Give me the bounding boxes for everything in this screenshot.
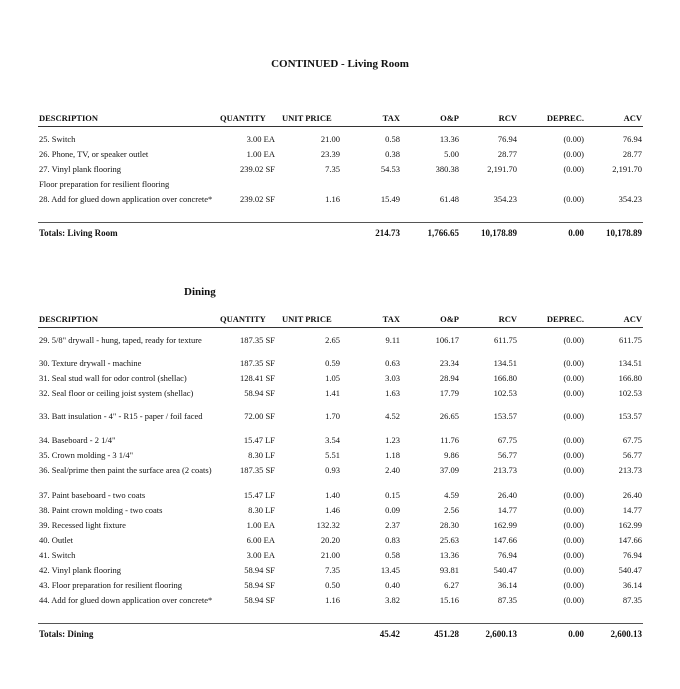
dining-header-rule (38, 327, 643, 328)
row-unit-price: 21.00 (320, 134, 340, 144)
row-tax: 3.82 (385, 595, 400, 605)
row-description: 30. Texture drywall - machine (39, 358, 142, 368)
row-deprec: (0.00) (563, 450, 584, 460)
row-tax: 0.09 (385, 505, 400, 515)
row-description: 43. Floor preparation for resilient flooring (39, 580, 183, 590)
header-rcv: RCV (498, 113, 517, 123)
row-acv: 147.66 (618, 535, 642, 545)
row-deprec: (0.00) (563, 388, 584, 398)
row-op: 4.59 (444, 490, 459, 500)
row-description: 38. Paint crown molding - two coats (39, 505, 163, 515)
row-quantity: 8.30 LF (248, 450, 275, 460)
row-description: 44. Add for glued down application over concrete* (39, 595, 213, 605)
row-deprec: (0.00) (563, 194, 584, 204)
row-unit-price: 1.70 (325, 411, 340, 421)
totals-op: 451.28 (434, 629, 459, 639)
row-deprec: (0.00) (563, 520, 584, 530)
row-op: 93.81 (439, 565, 459, 575)
row-acv: 2,191.70 (612, 164, 642, 174)
row-unit-price: 1.16 (325, 194, 340, 204)
row-deprec: (0.00) (563, 358, 584, 368)
row-op: 6.27 (444, 580, 459, 590)
row-op: 5.00 (444, 149, 459, 159)
header-unit-price: UNIT PRICE (282, 113, 332, 123)
totals-rcv: 10,178.89 (481, 228, 517, 238)
row-tax: 15.49 (380, 194, 400, 204)
row-tax: 9.11 (385, 335, 400, 345)
row-tax: 0.58 (385, 550, 400, 560)
row-acv: 611.75 (618, 335, 642, 345)
row-tax: 2.40 (385, 465, 400, 475)
row-quantity: 8.30 LF (248, 505, 275, 515)
row-description: Floor preparation for resilient flooring (39, 179, 170, 189)
row-quantity: 3.00 EA (246, 134, 275, 144)
row-rcv: 147.66 (493, 535, 517, 545)
row-op: 26.65 (439, 411, 459, 421)
row-tax: 2.37 (385, 520, 400, 530)
row-acv: 76.94 (622, 134, 642, 144)
row-deprec: (0.00) (563, 565, 584, 575)
row-rcv: 354.23 (493, 194, 517, 204)
header-quantity: QUANTITY (220, 113, 266, 123)
row-rcv: 87.35 (497, 595, 517, 605)
row-unit-price: 23.39 (320, 149, 340, 159)
row-tax: 0.83 (385, 535, 400, 545)
row-op: 11.76 (440, 435, 459, 445)
row-deprec: (0.00) (563, 535, 584, 545)
row-unit-price: 21.00 (320, 550, 340, 560)
totals-deprec: 0.00 (568, 228, 584, 238)
totals-label: Totals: Living Room (39, 228, 118, 238)
row-unit-price: 1.46 (325, 505, 340, 515)
row-unit-price: 1.40 (325, 490, 340, 500)
row-tax: 54.53 (380, 164, 400, 174)
row-unit-price: 3.54 (325, 435, 340, 445)
page-title: CONTINUED - Living Room (271, 58, 409, 70)
header-description: DESCRIPTION (39, 113, 99, 123)
row-rcv: 611.75 (493, 335, 517, 345)
header-description: DESCRIPTION (39, 314, 99, 324)
row-deprec: (0.00) (563, 465, 584, 475)
row-rcv: 76.94 (497, 550, 517, 560)
row-deprec: (0.00) (563, 164, 584, 174)
row-tax: 0.15 (385, 490, 400, 500)
row-rcv: 28.77 (497, 149, 517, 159)
row-op: 28.94 (439, 373, 459, 383)
row-tax: 1.23 (385, 435, 400, 445)
row-deprec: (0.00) (563, 505, 584, 515)
row-op: 28.30 (439, 520, 459, 530)
row-op: 37.09 (439, 465, 459, 475)
row-acv: 76.94 (622, 550, 642, 560)
row-op: 380.38 (435, 164, 459, 174)
row-rcv: 26.40 (497, 490, 517, 500)
row-rcv: 56.77 (497, 450, 517, 460)
row-quantity: 239.02 SF (240, 164, 275, 174)
header-op: O&P (440, 314, 459, 324)
row-tax: 0.38 (385, 149, 400, 159)
header-tax: TAX (382, 113, 400, 123)
row-unit-price: 1.16 (325, 595, 340, 605)
living-room-header (0, 113, 680, 123)
living-room-totals-rule (38, 222, 643, 223)
row-rcv: 76.94 (497, 134, 517, 144)
row-description: 42. Vinyl plank flooring (39, 565, 121, 575)
row-acv: 56.77 (622, 450, 642, 460)
row-quantity: 58.94 SF (244, 595, 275, 605)
row-acv: 540.47 (618, 565, 642, 575)
row-tax: 1.63 (385, 388, 400, 398)
row-deprec: (0.00) (563, 134, 584, 144)
row-acv: 67.75 (622, 435, 642, 445)
header-tax: TAX (382, 314, 400, 324)
header-acv: ACV (623, 314, 642, 324)
dining-totals-rule (38, 623, 643, 624)
row-quantity: 187.35 SF (240, 335, 275, 345)
row-acv: 134.51 (618, 358, 642, 368)
row-quantity: 15.47 LF (243, 435, 275, 445)
row-unit-price: 7.35 (325, 164, 340, 174)
row-rcv: 153.57 (493, 411, 517, 421)
row-description: 35. Crown molding - 3 1/4" (39, 450, 134, 460)
row-acv: 28.77 (622, 149, 642, 159)
living-room-header-rule (38, 126, 643, 127)
row-quantity: 58.94 SF (244, 565, 275, 575)
row-tax: 1.18 (385, 450, 400, 460)
row-op: 23.34 (439, 358, 459, 368)
row-deprec: (0.00) (563, 580, 584, 590)
header-unit-price: UNIT PRICE (282, 314, 332, 324)
row-rcv: 213.73 (493, 465, 517, 475)
row-quantity: 6.00 EA (246, 535, 275, 545)
row-quantity: 72.00 SF (244, 411, 275, 421)
header-quantity: QUANTITY (220, 314, 266, 324)
row-quantity: 15.47 LF (243, 490, 275, 500)
row-description: 33. Batt insulation - 4" - R15 - paper / foil faced (39, 411, 203, 421)
row-deprec: (0.00) (563, 335, 584, 345)
row-deprec: (0.00) (563, 411, 584, 421)
row-rcv: 102.53 (493, 388, 517, 398)
row-quantity: 187.35 SF (240, 465, 275, 475)
row-acv: 26.40 (622, 490, 642, 500)
row-deprec: (0.00) (563, 595, 584, 605)
row-description: 34. Baseboard - 2 1/4" (39, 435, 116, 445)
row-op: 2.56 (444, 505, 459, 515)
row-deprec: (0.00) (563, 373, 584, 383)
row-description: 28. Add for glued down application over concrete* (39, 194, 213, 204)
row-op: 17.79 (439, 388, 459, 398)
row-acv: 354.23 (618, 194, 642, 204)
row-unit-price: 2.65 (325, 335, 340, 345)
row-acv: 87.35 (622, 595, 642, 605)
row-description: 31. Seal stud wall for odor control (shellac) (39, 373, 187, 383)
row-rcv: 36.14 (497, 580, 517, 590)
row-description: 41. Switch (39, 550, 76, 560)
row-op: 25.63 (439, 535, 459, 545)
dining-header (0, 314, 680, 324)
row-tax: 0.58 (385, 134, 400, 144)
row-op: 9.86 (444, 450, 459, 460)
header-rcv: RCV (498, 314, 517, 324)
row-description: 25. Switch (39, 134, 76, 144)
row-quantity: 187.35 SF (240, 358, 275, 368)
row-tax: 4.52 (385, 411, 400, 421)
row-unit-price: 0.50 (325, 580, 340, 590)
row-unit-price: 5.51 (325, 450, 340, 460)
row-acv: 36.14 (622, 580, 642, 590)
row-tax: 3.03 (385, 373, 400, 383)
row-acv: 102.53 (618, 388, 642, 398)
row-rcv: 14.77 (497, 505, 517, 515)
row-description: 40. Outlet (39, 535, 73, 545)
row-op: 106.17 (435, 335, 459, 345)
row-rcv: 166.80 (493, 373, 517, 383)
totals-acv: 10,178.89 (606, 228, 642, 238)
row-description: 32. Seal floor or ceiling joist system (shellac) (39, 388, 194, 398)
dining-section-title: Dining (184, 286, 216, 298)
row-description: 27. Vinyl plank flooring (39, 164, 121, 174)
row-description: 39. Recessed light fixture (39, 520, 126, 530)
totals-deprec: 0.00 (568, 629, 584, 639)
row-unit-price: 7.35 (325, 565, 340, 575)
totals-label: Totals: Dining (39, 629, 94, 639)
row-op: 15.16 (439, 595, 459, 605)
row-acv: 166.80 (618, 373, 642, 383)
row-unit-price: 0.59 (325, 358, 340, 368)
header-op: O&P (440, 113, 459, 123)
row-description: 29. 5/8" drywall - hung, taped, ready for texture (39, 335, 202, 345)
totals-tax: 45.42 (379, 629, 400, 639)
row-rcv: 134.51 (493, 358, 517, 368)
row-quantity: 58.94 SF (244, 580, 275, 590)
row-quantity: 3.00 EA (246, 550, 275, 560)
totals-op: 1,766.65 (427, 228, 459, 238)
row-unit-price: 0.93 (325, 465, 340, 475)
totals-acv: 2,600.13 (610, 629, 642, 639)
row-op: 13.36 (439, 550, 459, 560)
row-quantity: 239.02 SF (240, 194, 275, 204)
row-deprec: (0.00) (563, 435, 584, 445)
row-deprec: (0.00) (563, 490, 584, 500)
header-deprec: DEPREC. (546, 113, 584, 123)
row-acv: 14.77 (622, 505, 642, 515)
row-quantity: 128.41 SF (240, 373, 275, 383)
row-description: 26. Phone, TV, or speaker outlet (39, 149, 149, 159)
row-rcv: 162.99 (493, 520, 517, 530)
row-tax: 0.63 (385, 358, 400, 368)
header-deprec: DEPREC. (546, 314, 584, 324)
totals-rcv: 2,600.13 (485, 629, 517, 639)
row-acv: 213.73 (618, 465, 642, 475)
row-acv: 162.99 (618, 520, 642, 530)
row-description: 37. Paint baseboard - two coats (39, 490, 146, 500)
row-quantity: 1.00 EA (246, 520, 275, 530)
row-op: 61.48 (439, 194, 459, 204)
row-unit-price: 20.20 (320, 535, 340, 545)
totals-tax: 214.73 (375, 228, 400, 238)
row-unit-price: 1.05 (325, 373, 340, 383)
row-quantity: 58.94 SF (244, 388, 275, 398)
row-rcv: 2,191.70 (487, 164, 517, 174)
row-deprec: (0.00) (563, 149, 584, 159)
row-deprec: (0.00) (563, 550, 584, 560)
row-rcv: 67.75 (497, 435, 517, 445)
row-unit-price: 1.41 (325, 388, 340, 398)
row-acv: 153.57 (618, 411, 642, 421)
row-op: 13.36 (439, 134, 459, 144)
row-quantity: 1.00 EA (246, 149, 275, 159)
row-tax: 13.45 (380, 565, 400, 575)
row-unit-price: 132.32 (316, 520, 340, 530)
row-description: 36. Seal/prime then paint the surface area (2 coats) (39, 465, 212, 475)
row-tax: 0.40 (385, 580, 400, 590)
row-rcv: 540.47 (493, 565, 517, 575)
header-acv: ACV (623, 113, 642, 123)
